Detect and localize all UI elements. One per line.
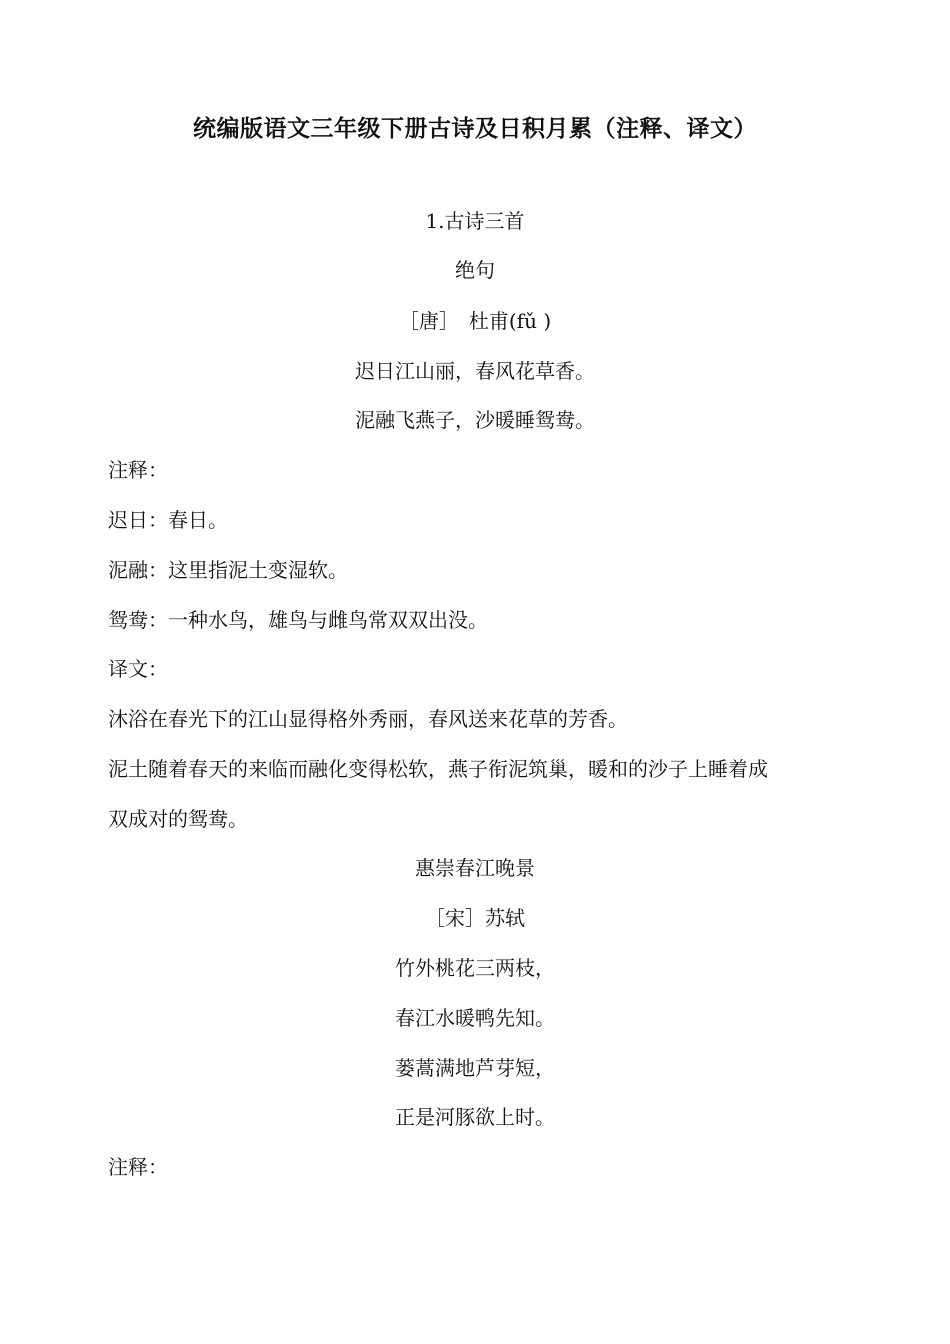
notes-label: 注释： [108,458,168,482]
poem-line: 蒌蒿满地芦芽短， [395,1056,555,1080]
poem-line: 正是河豚欲上时。 [395,1105,555,1129]
poem-title: 惠崇春江晚景 [415,856,535,880]
translation-line: 沐浴在春光下的江山显得格外秀丽，春风送来花草的芳香。 [108,707,628,731]
poem-line: 泥融飞燕子，沙暖睡鸳鸯。 [355,408,595,432]
poem-author: ［宋］苏轼 [425,906,525,930]
translation-line: 双成对的鸳鸯。 [108,807,248,831]
note-item: 鸳鸯：一种水鸟，雄鸟与雌鸟常双双出没。 [108,608,488,632]
section-heading: 1.古诗三首 [425,209,525,233]
poem-author: ［唐］ 杜甫(fǔ ) [398,309,552,333]
translation-line: 泥土随着春天的来临而融化变得松软，燕子衔泥筑巢，暖和的沙子上睡着成 [108,757,768,781]
poem-line: 春江水暖鸭先知。 [395,1006,555,1030]
translation-label: 译文： [108,657,168,681]
poem-title: 绝句 [455,258,495,282]
document-title: 统编版语文三年级下册古诗及日积月累（注释、译文） [193,115,757,142]
notes-label: 注释： [108,1155,168,1179]
poem-line: 竹外桃花三两枝， [395,956,555,980]
note-item: 迟日：春日。 [108,508,228,532]
note-item: 泥融：这里指泥土变湿软。 [108,558,348,582]
poem-line: 迟日江山丽，春风花草香。 [355,359,595,383]
